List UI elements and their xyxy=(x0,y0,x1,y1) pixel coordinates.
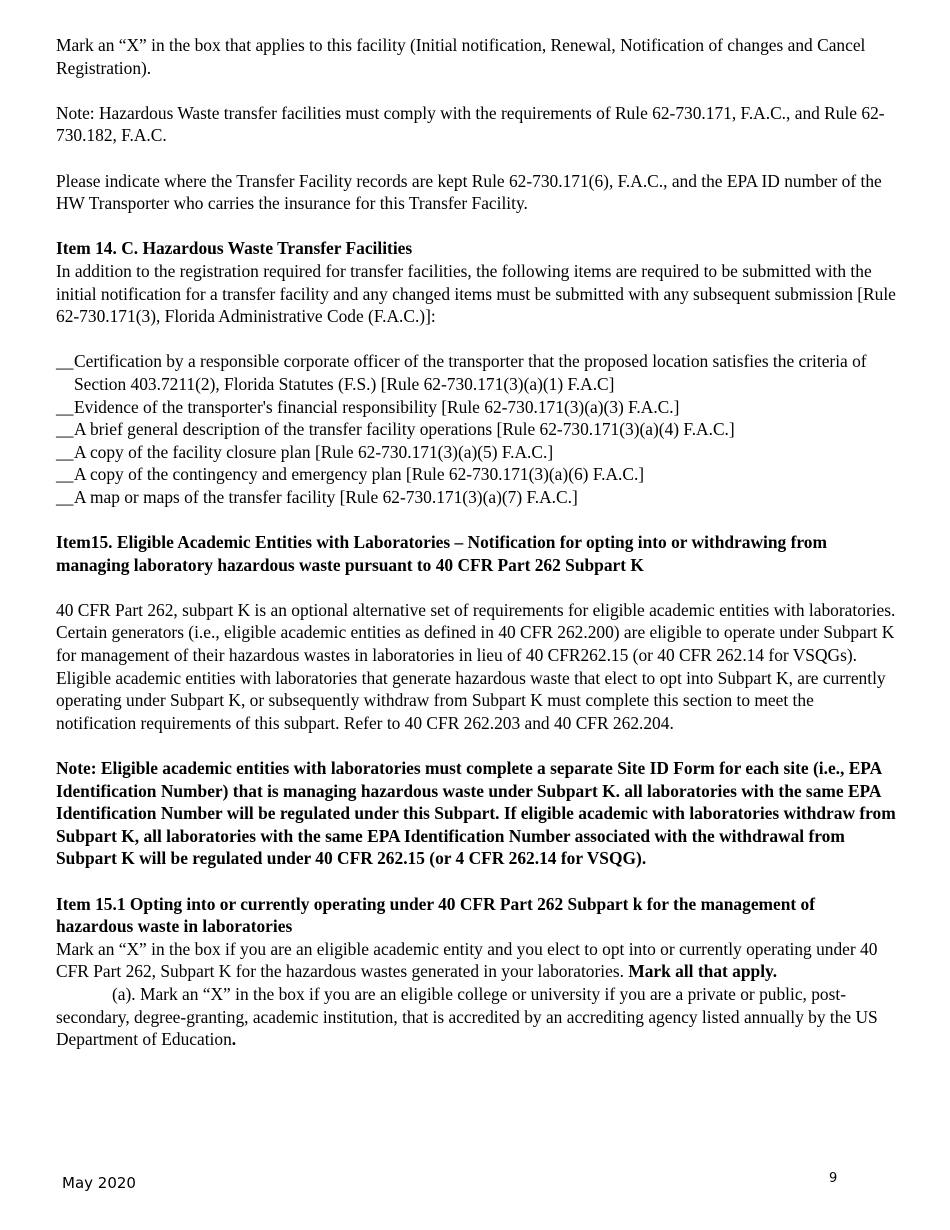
item-14c-heading: Item 14. C. Hazardous Waste Transfer Facilities xyxy=(56,238,413,259)
checklist-item: __Certification by a responsible corporate officer of the transporter that the proposed location satisfies the criteria of Section 403.7211(2), Florida Statutes (F.S.) [Rule 62-730.171(3)(a)(1) F.A.C] xyxy=(56,351,867,394)
footer-date: May 2020 xyxy=(62,1174,136,1192)
mark-all-that-apply: Mark all that apply. xyxy=(628,961,778,982)
checklist-item: __A copy of the contingency and emergency plan [Rule 62-730.171(3)(a)(6) F.A.C.] xyxy=(56,464,645,485)
page-number: 9 xyxy=(829,1171,838,1186)
checklist-item: __Evidence of the transporter's financial responsibility [Rule 62-730.171(3)(a)(3) F.A.C.] xyxy=(56,396,680,417)
checklist-item: __A brief general description of the transfer facility operations [Rule 62-730.171(3)(a)(4) F.A.C.] xyxy=(56,419,735,440)
transfer-facility-checklist xyxy=(56,350,896,508)
checklist-item: __A copy of the facility closure plan [Rule 62-730.171(3)(a)(5) F.A.C.] xyxy=(56,441,554,462)
records-location-instruction: Please indicate where the Transfer Facility records are kept Rule 62-730.171(6), F.A.C., and the EPA ID number of the HW Transporter who carries the insurance for this Transfer Facility. xyxy=(56,170,882,214)
checkbox-blank[interactable]: __ xyxy=(56,351,74,372)
checkbox-blank[interactable]: __ xyxy=(56,419,74,440)
checkbox-blank[interactable]: __ xyxy=(56,464,74,485)
item-15-body: 40 CFR Part 262, subpart K is an optional alternative set of requirements for eligible academic entities with laboratories. Certain generators (i.e., eligible academic entities as defined in 40 CFR 262.200) are eligible to operate under Subpart K for management of their hazardous wastes in laboratories in lieu of 40 CFR262.15 (or 40 CFR 262.14 for VSQGs). Eligible academic entities with laboratories that generate hazardous waste that elect to opt into Subpart K, are currently operating under Subpart K, or subsequently withdraw from Subpart K must complete this section to meet the notification requirements of this subpart. Refer to 40 CFR 262.203 and 40 CFR 262.204. xyxy=(56,599,896,733)
note-transfer-facilities: Note: Hazardous Waste transfer facilities must comply with the requirements of Rule 62-730.171, F.A.C., and Rule 62-730.182, F.A.C. xyxy=(56,102,885,146)
item-15-heading: Item15. Eligible Academic Entities with Laboratories – Notification for opting into or withdrawing from managing laboratory hazardous waste pursuant to 40 CFR Part 262 Subpart K xyxy=(56,532,827,575)
checklist-item: __A map or maps of the transfer facility [Rule 62-730.171(3)(a)(7) F.A.C.] xyxy=(56,486,578,507)
item-15-1-heading: Item 15.1 Opting into or currently operating under 40 CFR Part 262 Subpart k for the management of hazardous waste in laboratories xyxy=(56,893,816,937)
item-15-1-sub-a: (a). Mark an “X” in the box if you are an eligible college or university if you are a private or public, post-secondary, degree-granting, academic institution, that is accredited by an accrediting agency listed annually by the US Department of Education. xyxy=(56,983,878,1050)
item-15-note: Note: Eligible academic entities with laboratories must complete a separate Site ID Form for each site (i.e., EPA Identification Number) that is managing hazardous waste under Subpart K. all laboratories with the same EPA Identification Number will be regulated under this Subpart. If eligible academic with laboratories withdraw from Subpart K, all laboratories with the same EPA Identification Number associated with the withdrawal from Subpart K will be regulated under 40 CFR 262.15 (or 4 CFR 262.14 for VSQG). xyxy=(56,758,896,869)
checkbox-blank[interactable]: __ xyxy=(56,441,74,462)
mark-x-instruction: Mark an “X” in the box that applies to this facility (Initial notification, Renewal, Notification of changes and Cancel Registration). xyxy=(56,35,866,78)
document-page xyxy=(56,34,896,1051)
item-14c-body: In addition to the registration required for transfer facilities, the following items are required to be submitted with the initial notification for a transfer facility and any changed items must be submitted with any subsequent submission [Rule 62-730.171(3), Florida Administrative Code (F.A.C.)]: xyxy=(56,260,896,327)
checkbox-blank[interactable]: __ xyxy=(56,396,74,417)
checkbox-blank[interactable]: __ xyxy=(56,486,74,507)
item-15-1-body: Mark an “X” in the box if you are an eligible academic entity and you elect to opt into or currently operating under 40 CFR Part 262, Subpart K for the hazardous wastes generated in your laboratories. Mark all that apply. xyxy=(56,938,878,982)
